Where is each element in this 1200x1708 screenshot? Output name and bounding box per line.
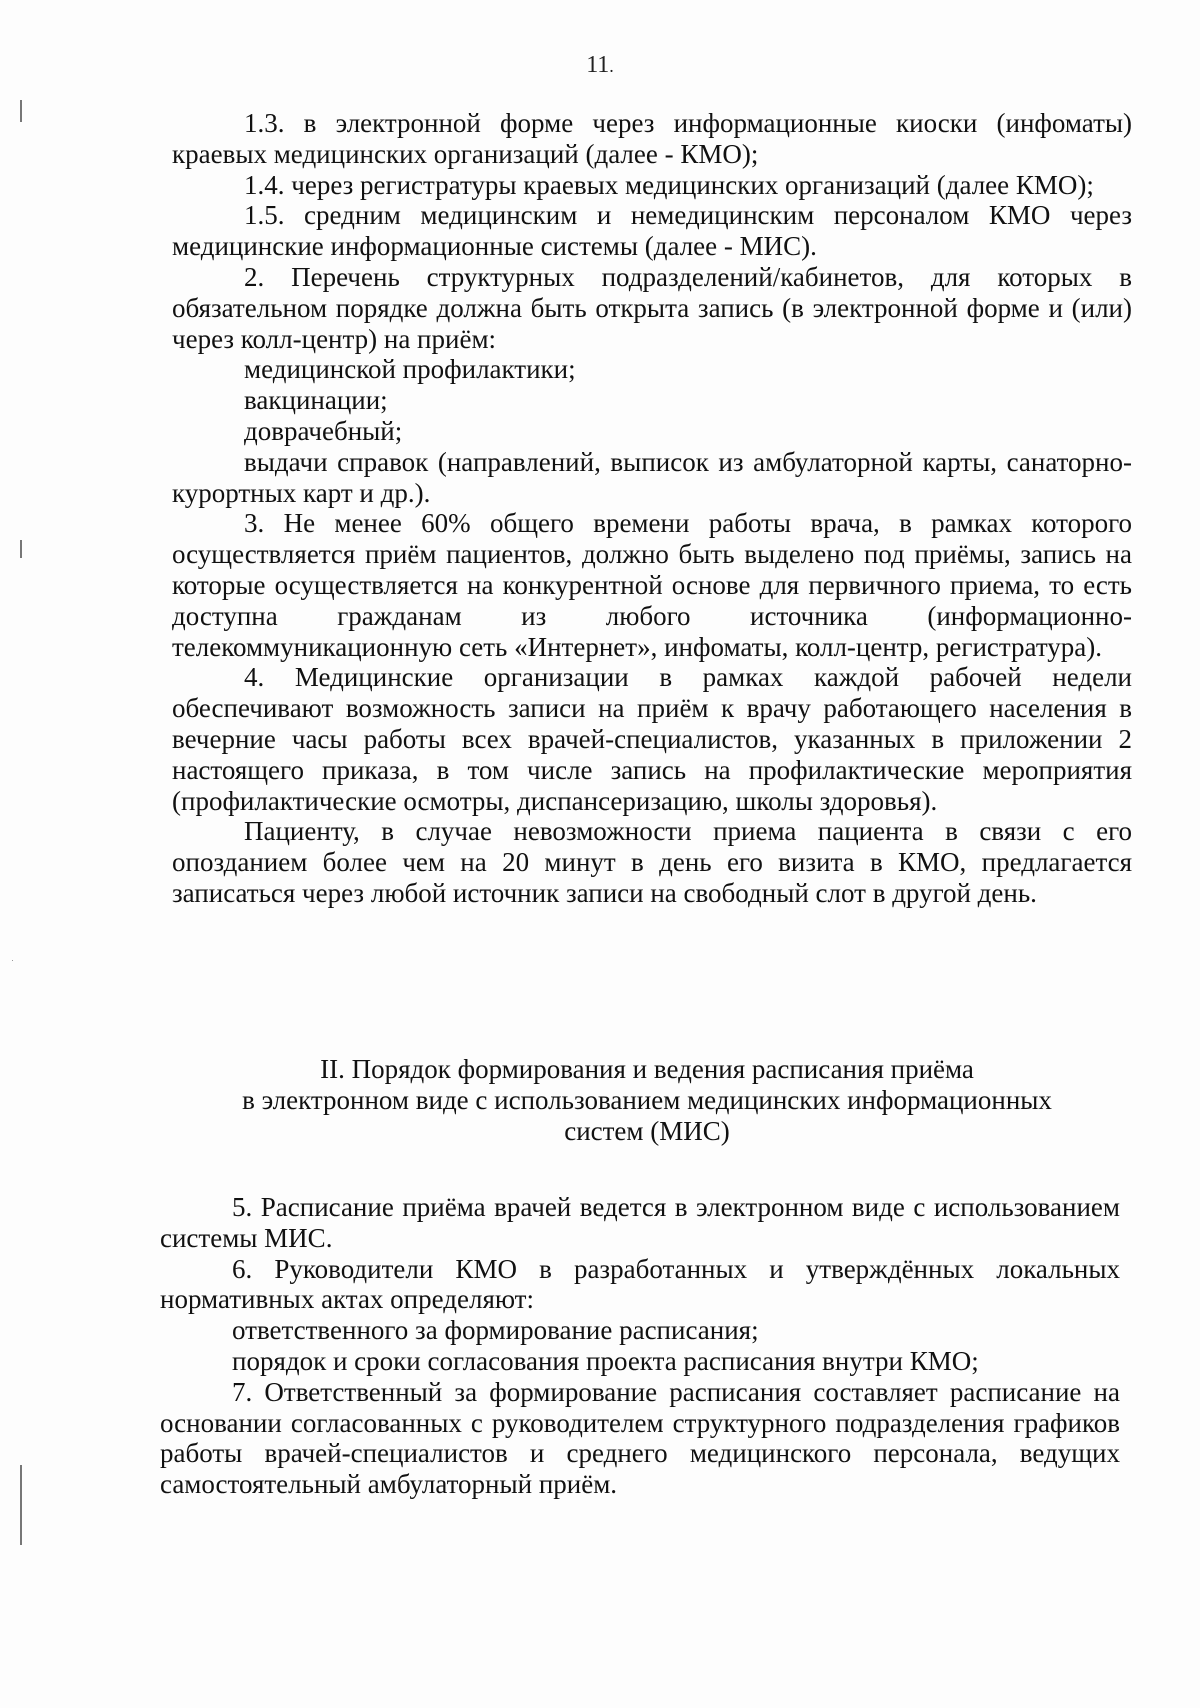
section-2-heading (172, 1054, 1122, 1147)
page-number (0, 52, 1200, 79)
paragraph-4: 4. Медицинские организации в рамках каждой рабочей недели обеспечивают возможность записи на приём к врачу работающего населения в вечерние часы работы всех врачей-специалистов, указанных в приложении 2 настоящего приказа, в том числе запись на профилактические мероприятия (профилактические осмотры, диспансеризацию, школы здоровья). (172, 662, 1132, 816)
list-item-pre-medical: доврачебный; (244, 415, 403, 446)
paragraph-2: 2. Перечень структурных подразделений/кабинетов, для которых в обязательном порядке должна быть открыта запись (в электронной форме и (или) через колл-центр) на приём: (172, 261, 1132, 354)
section-1-body (172, 108, 1132, 909)
heading-line: систем (МИС) (564, 1116, 730, 1146)
heading-line: в электронном виде с использованием медицинских информационных (242, 1085, 1052, 1115)
list-item-prophylaxis: медицинской профилактики; (244, 354, 576, 385)
paragraph-3: 3. Не менее 60% общего времени работы врача, в рамках которого осуществляется приём пациентов, должно быть выделено под приёмы, запись на которые осуществляется на конкурентной основе для первичного приема, то есть доступна гражданам из любого источника (информационно-телекоммуникационную сеть «Интернет», инфоматы, колл-центр, регистратура). (172, 508, 1132, 662)
scan-margin-mark (20, 100, 22, 122)
paragraph-7: 7. Ответственный за формирование расписания составляет расписание на основании согласованных с руководителем структурного подразделения графиков работы врачей-специалистов и среднего медицинского персонала, ведущих самостоятельный амбулаторный приём. (160, 1376, 1120, 1500)
paragraph-1-4: 1.4. через регистратуры краевых медицинских организаций (далее КМО); (244, 169, 1094, 200)
section-2-body (160, 1192, 1120, 1500)
scan-margin-mark (20, 1465, 22, 1545)
list-item-certificates: выдачи справок (направлений, выписок из амбулаторной карты, санаторно-курортных карт и др.). (172, 446, 1132, 508)
list-item-vaccination: вакцинации; (244, 385, 388, 416)
paragraph-patient-late: Пациенту, в случае невозможности приема пациента в связи с его опозданием более чем на 20 минут в день его визита в КМО, предлагается записаться через любой источник записи на свободный слот в другой день. (172, 816, 1132, 908)
scan-speck (12, 960, 13, 961)
scan-margin-mark (20, 540, 22, 558)
page-number-value: 11 (586, 52, 610, 78)
paragraph-5: 5. Расписание приёма врачей ведется в электронном виде с использованием системы МИС. (160, 1192, 1120, 1253)
list-item-responsible: ответственного за формирование расписания; (232, 1315, 759, 1346)
paragraph-1-5: 1.5. средним медицинским и немедицинским персоналом КМО через медицинские информационные системы (далее - МИС). (172, 200, 1132, 262)
page-number-dot: . (609, 56, 614, 76)
list-item-approval-order: порядок и сроки согласования проекта расписания внутри КМО; (232, 1345, 979, 1376)
paragraph-1-3: 1.3. в электронной форме через информационные киоски (инфоматы) краевых медицинских организаций (далее - КМО); (172, 108, 1132, 169)
paragraph-6: 6. Руководители КМО в разработанных и утверждённых локальных нормативных актах определяют: (160, 1253, 1120, 1315)
heading-line: II. Порядок формирования и ведения расписания приёма (320, 1054, 974, 1084)
